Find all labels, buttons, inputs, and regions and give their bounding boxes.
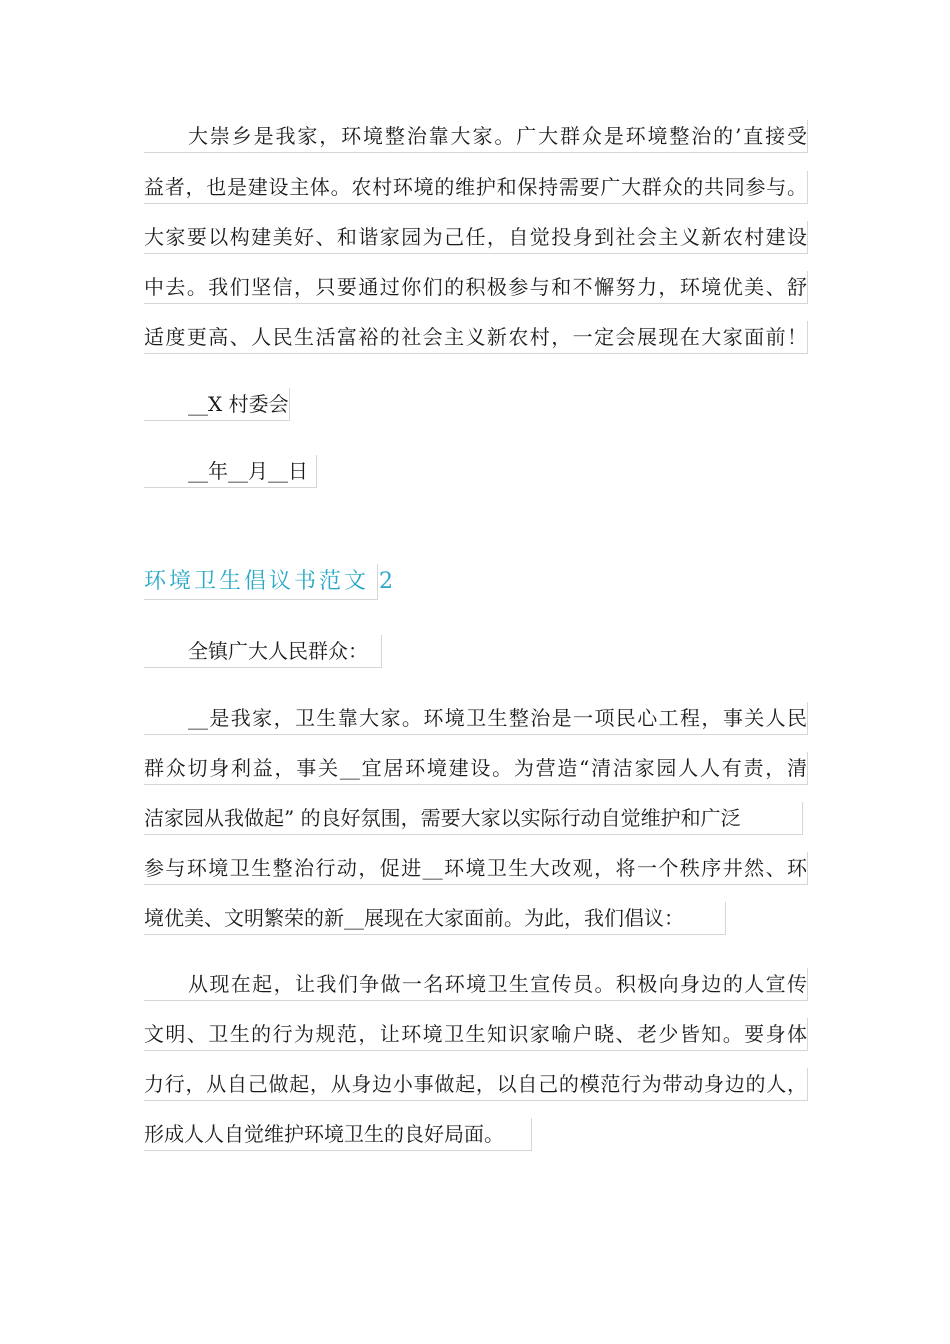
paragraph-line: 从现在起，让我们争做一名环境卫生宣传员。积极向身边的人宣传 — [144, 968, 808, 1001]
paragraph-line: 适度更高、人民生活富裕的社会主义新农村，一定会展现在大家面前！ — [144, 321, 808, 354]
signature-date: __年__月__日 — [144, 455, 317, 488]
section-heading: 环境卫生倡议书范文 2 — [144, 564, 378, 600]
paragraph-line: 中去。我们坚信，只要通过你们的积极参与和不懈努力，环境优美、舒 — [144, 271, 808, 304]
paragraph-line: 益者，也是建设主体。农村环境的维护和保持需要广大群众的共同参与。 — [144, 171, 808, 204]
paragraph-line: 大崇乡是我家，环境整治靠大家。广大群众是环境整治的’直接受 — [144, 120, 808, 153]
paragraph-line: 力行，从自己做起，从身边小事做起，以自己的模范行为带动身边的人， — [144, 1068, 808, 1101]
paragraph-line: 大家要以构建美好、和谐家园为己任，自觉投身到社会主义新农村建设 — [144, 221, 808, 254]
paragraph-line: 洁家园从我做起” 的良好氛围，需要大家以实际行动自觉维护和广泛 — [144, 802, 803, 835]
paragraph-line: 参与环境卫生整治行动，促进__环境卫生大改观，将一个秩序井然、环 — [144, 852, 808, 885]
signature-org: __X 村委会 — [144, 388, 290, 421]
salutation: 全镇广大人民群众： — [144, 635, 382, 668]
paragraph-line: 群众切身利益，事关__宜居环境建设。为营造“清洁家园人人有责，清 — [144, 752, 808, 785]
paragraph-line: 文明、卫生的行为规范，让环境卫生知识家喻户晓、老少皆知。要身体 — [144, 1018, 808, 1051]
paragraph-line: __是我家，卫生靠大家。环境卫生整治是一项民心工程，事关人民 — [144, 702, 808, 735]
paragraph-line: 境优美、文明繁荣的新__展现在大家面前。为此，我们倡议： — [144, 902, 726, 935]
paragraph-line: 形成人人自觉维护环境卫生的良好局面。 — [144, 1118, 532, 1151]
